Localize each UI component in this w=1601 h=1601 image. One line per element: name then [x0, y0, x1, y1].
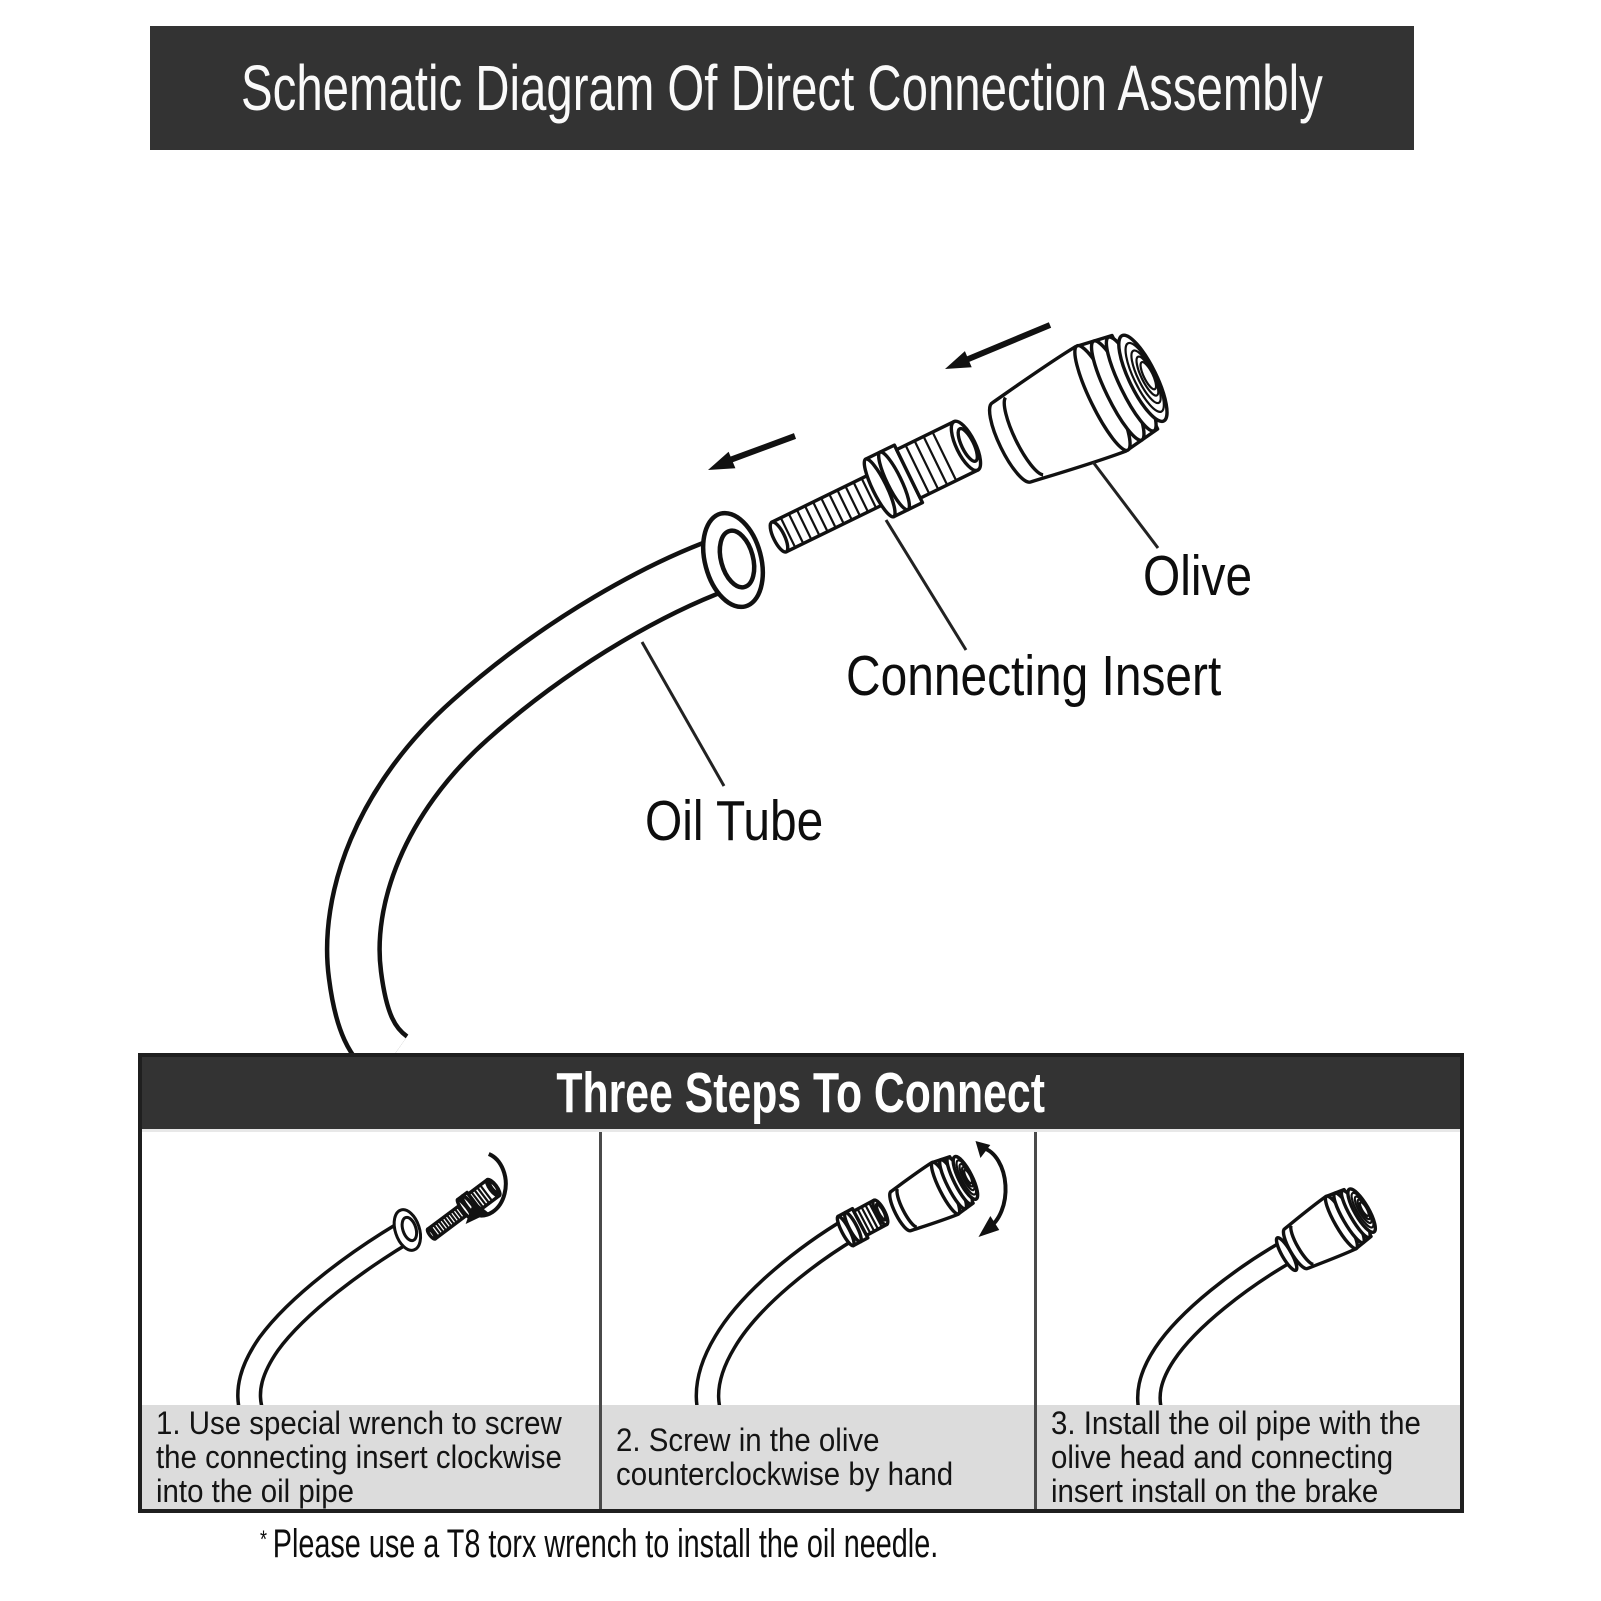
- step3-caption-box: [1037, 1405, 1460, 1509]
- steps-panels: [142, 1132, 1460, 1509]
- tube-leader-line: [642, 642, 724, 786]
- step2-illustration: [602, 1132, 1034, 1405]
- footnote-text: Please use a T8 torx wrench to install the oil needle.: [272, 1522, 939, 1566]
- title-bar: [150, 26, 1414, 150]
- label-oil-tube: Oil Tube: [645, 789, 824, 853]
- step1-caption: 1. Use special wrench to screw the connecting insert clockwise into the oil pipe: [156, 1405, 562, 1509]
- step3-caption: 3. Install the oil pipe with the olive head and connecting insert install on the brake: [1051, 1405, 1422, 1509]
- label-olive: Olive: [1143, 544, 1253, 608]
- footnote: [260, 1522, 938, 1567]
- insert-direction-arrow-icon: [708, 436, 795, 470]
- step2-caption: 2. Screw in the olive counterclockwise by hand: [616, 1422, 954, 1492]
- olive-drawing: [975, 320, 1180, 499]
- step3-illustration: [1037, 1132, 1460, 1405]
- step-panel-1: [142, 1132, 599, 1509]
- steps-section: [138, 1053, 1464, 1513]
- label-connecting-insert: Connecting Insert: [846, 644, 1222, 708]
- oil-tube-drawing: [353, 506, 772, 1058]
- insert-leader-line: [886, 520, 966, 650]
- step2-rotation-arc-icon: [976, 1141, 1006, 1237]
- steps-title: Three Steps To Connect: [556, 1061, 1046, 1125]
- step2-caption-box: [602, 1405, 1034, 1509]
- step-panel-3: [1034, 1132, 1460, 1509]
- olive-leader-line: [1093, 462, 1158, 548]
- step-panel-2: [599, 1132, 1034, 1509]
- step1-illustration: [142, 1132, 599, 1405]
- step1-caption-box: [142, 1405, 599, 1509]
- page-title: Schematic Diagram Of Direct Connection Assembly: [241, 52, 1323, 124]
- footnote-asterisk: *: [260, 1526, 268, 1554]
- steps-header-bar: [142, 1057, 1460, 1132]
- olive-direction-arrow-icon: [945, 325, 1050, 369]
